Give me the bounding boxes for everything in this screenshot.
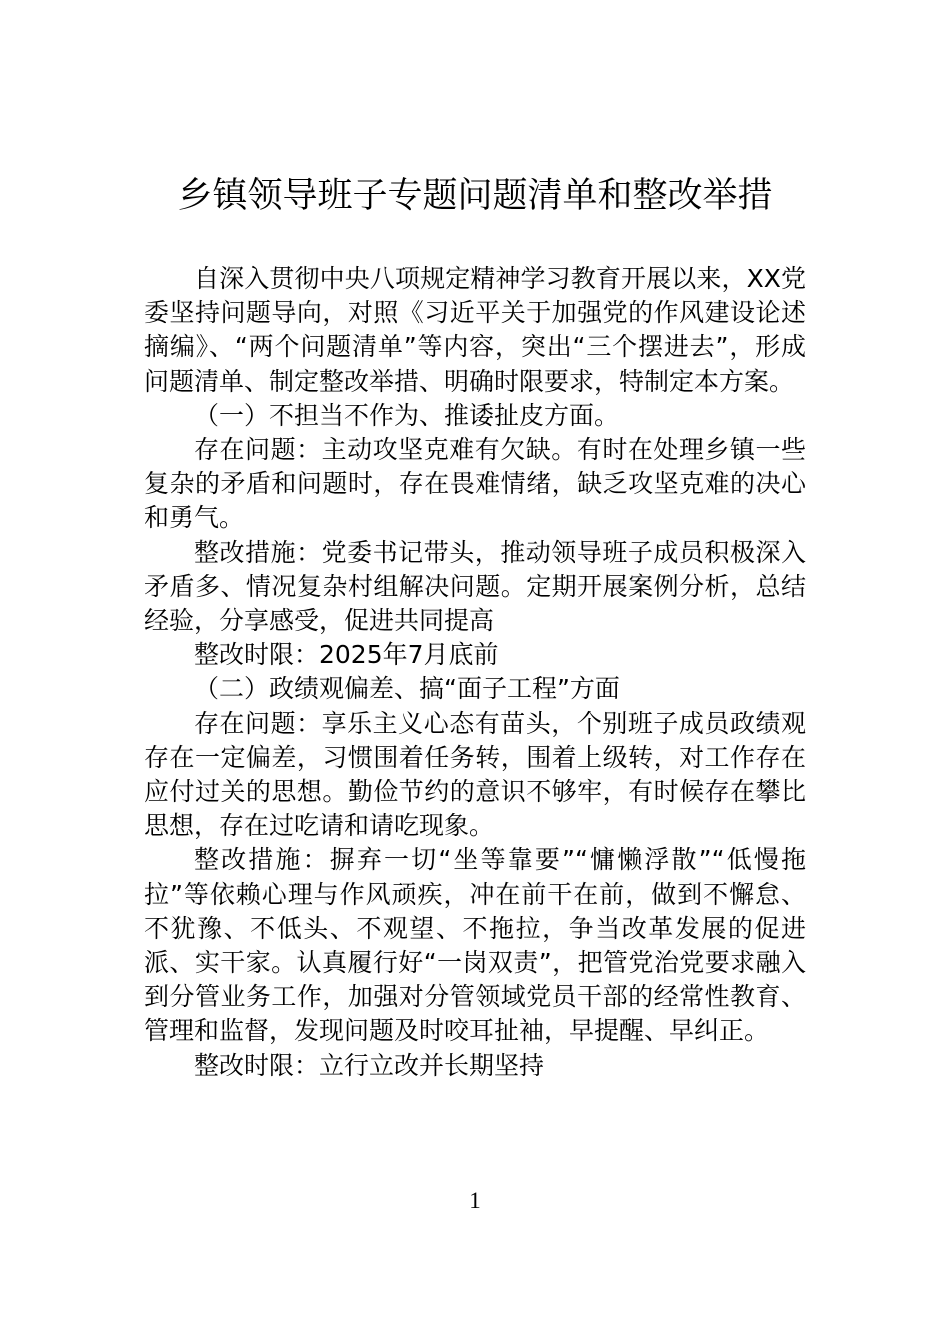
page-number: 1 [469, 1188, 481, 1213]
measure-paragraph-1: 整改措施：党委书记带头，推动领导班子成员积极深入矛盾多、情况复杂村组解决问题。定期开展案例分析，总结经验，分享感受，促进共同提高 [144, 537, 806, 636]
document-body [144, 262, 806, 1083]
measure-paragraph-2: 整改措施：摒弃一切“坐等靠要”“慵懒浮散”“低慢拖拉”等依赖心理与作风顽疾，冲在前干在前，做到不懈怠、不犹豫、不低头、不观望、不拖拉，争当改革发展的促进派、实干家。认真履行好“一岗双责”，把管党治党要求融入到分管业务工作，加强对分管领域党员干部的经常性教育、管理和监督，发现问题及时咬耳扯袖，早提醒、早纠正。 [144, 845, 806, 1046]
section-heading-1: （一）不担当不作为、推诿扯皮方面。 [194, 400, 620, 430]
intro-paragraph: 自深入贯彻中央八项规定精神学习教育开展以来，XX党委坚持问题导向，对照《习近平关于加强党的作风建设论述摘编》、“两个问题清单”等内容，突出“三个摆进去”，形成问题清单、制定整改举措、明确时限要求，特制定本方案。 [144, 264, 806, 396]
problem-paragraph-1: 存在问题：主动攻坚克难有欠缺。有时在处理乡镇一些复杂的矛盾和问题时，存在畏难情绪，缺乏攻坚克难的决心和勇气。 [144, 435, 806, 533]
section-heading-2: （二）政绩观偏差、搞“面子工程”方面 [194, 674, 620, 704]
document-title: 乡镇领导班子专题问题清单和整改举措 [177, 176, 773, 216]
deadline-paragraph-2: 整改时限：立行立改并长期坚持 [194, 1050, 545, 1080]
deadline-paragraph-1: 整改时限：2025年7月底前 [194, 640, 499, 670]
problem-paragraph-2: 存在问题：享乐主义心态有苗头，个别班子成员政绩观存在一定偏差，习惯围着任务转，围着上级转，对工作存在应付过关的思想。勤俭节约的意识不够牢，有时候存在攀比思想，存在过吃请和请吃现象。 [144, 708, 806, 841]
